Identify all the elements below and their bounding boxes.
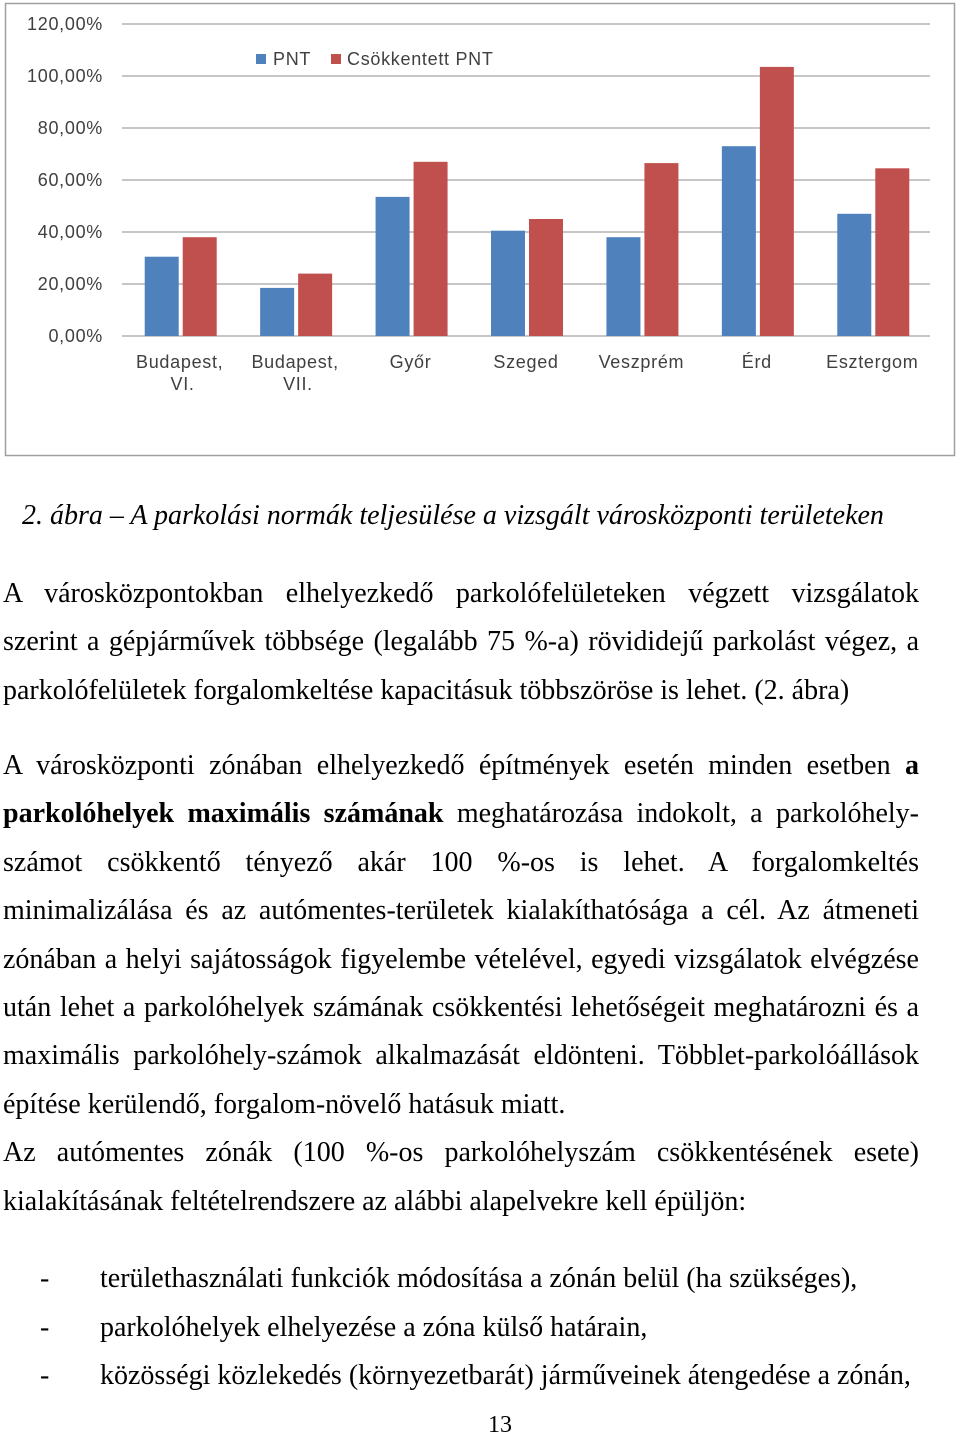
bar-csokkentett-pnt-budapest-vii [298, 274, 332, 336]
paragraph-line: zónában a helyi sajátosságok figyelembe vételével, egyedi vizsgálatok elvégzése [3, 943, 919, 975]
x-tick-label: Budapest, VI. [136, 352, 224, 394]
list-bullet: - [40, 1311, 50, 1343]
paragraph-line: kialakításának feltételrendszere az alábbi alapelvekre kell épüljön: [3, 1185, 747, 1217]
bar-csokkentett-pnt-budapest-vi [183, 237, 217, 336]
x-tick-label: Szeged [493, 352, 559, 372]
list-item-text: területhasználati funkciók módosítása a zónán belül (ha szükséges), [100, 1263, 858, 1294]
line-text: meghatározása indokolt, a parkolóhely- [456, 798, 920, 830]
legend-label: PNT [273, 49, 312, 69]
paragraph-line: parkolófelületek forgalomkeltése kapacitásuk többszöröse is lehet. (2. ábra) [3, 674, 850, 706]
legend-swatch [331, 54, 341, 64]
paragraph-line: maximális parkolóhely-számok alkalmazását eldönteni. Többlet-parkolóállások [3, 1040, 919, 1072]
bar-pnt-szeged [491, 231, 525, 336]
y-tick-label: 60,00% [37, 170, 103, 190]
legend-label: Csökkentett PNT [347, 49, 494, 69]
paragraph-line: minimalizálása és az autómentes-területek kialakíthatósága a cél. Az átmeneti [3, 895, 919, 927]
line-text: A városközponti zónában elhelyezkedő építmények esetén minden esetben [3, 750, 891, 781]
chart-frame [6, 4, 955, 456]
legend-item-csokkentett-pnt [331, 49, 494, 69]
list-item [0, 1255, 960, 1304]
paragraph-1 [3, 570, 919, 715]
bar-csokkentett-pnt-szeged [529, 219, 563, 336]
list-item-text: közösségi közlekedés (környezetbarát) járműveinek átengedése a zónán, [100, 1360, 911, 1391]
y-tick-label: 0,00% [48, 326, 103, 346]
bar-pnt-budapest-vii [260, 288, 294, 336]
y-tick-label: 80,00% [37, 118, 103, 138]
bold-text: parkolóhelyek maximális számának [3, 798, 444, 830]
list-item [0, 1304, 960, 1353]
page-number: 13 [488, 1412, 512, 1435]
list-bullet: - [40, 1263, 50, 1294]
list-bullet: - [40, 1360, 50, 1391]
x-tick-label: Budapest, VII. [251, 352, 339, 394]
x-tick-label: Győr [389, 352, 432, 372]
bullet-list [0, 1255, 960, 1401]
paragraph-line: számot csökkentő tényező akár 100 %-os is lehet. A forgalomkeltés [3, 846, 919, 878]
y-tick-label: 40,00% [37, 222, 103, 242]
bar-pnt-gyor [376, 197, 410, 336]
figure-caption: 2. ábra – A parkolási normák teljesülése a vizsgált városközponti területeken [22, 500, 884, 531]
bar-csokkentett-pnt-gyor [414, 162, 448, 336]
paragraph-line: építése kerülendő, forgalom-növelő hatásuk miatt. [3, 1088, 566, 1120]
x-tick-label: Veszprém [598, 352, 685, 372]
bar-pnt-esztergom [837, 214, 871, 336]
paragraph-2 [3, 742, 919, 1129]
bar-csokkentett-pnt-veszprem [644, 163, 678, 336]
legend-swatch [256, 54, 266, 64]
x-tick-label: Érd [741, 352, 772, 372]
y-tick-label: 100,00% [27, 66, 103, 86]
paragraph-line: Az autómentes zónák (100 %-os parkolóhelyszám csökkentésének esete) [3, 1137, 919, 1169]
paragraph-line: szerint a gépjárművek többsége (legalább 75 %-a) rövididejű parkolást végez, a [3, 626, 919, 658]
paragraph-line [3, 790, 919, 838]
bar-chart [0, 0, 960, 460]
paragraph-line: után lehet a parkolóhelyek számának csökkentési lehetőségeit meghatározni és a [3, 992, 919, 1024]
y-tick-label: 120,00% [27, 14, 103, 34]
bar-pnt-erd [722, 146, 756, 336]
bar-pnt-veszprem [606, 237, 640, 336]
bar-csokkentett-pnt-esztergom [875, 168, 909, 336]
bold-text: a [905, 750, 919, 781]
list-item [0, 1352, 960, 1401]
paragraph-line [3, 742, 919, 790]
bar-pnt-budapest-vi [145, 257, 179, 336]
legend [256, 49, 494, 69]
bar-csokkentett-pnt-erd [760, 67, 794, 336]
paragraph-line: A városközpontokban elhelyezkedő parkolófelületeken végzett vizsgálatok [3, 578, 919, 609]
x-tick-label: Esztergom [826, 352, 919, 372]
y-tick-label: 20,00% [37, 274, 103, 294]
list-item-text: parkolóhelyek elhelyezése a zóna külső határain, [100, 1311, 648, 1343]
paragraph-3 [3, 1129, 919, 1226]
